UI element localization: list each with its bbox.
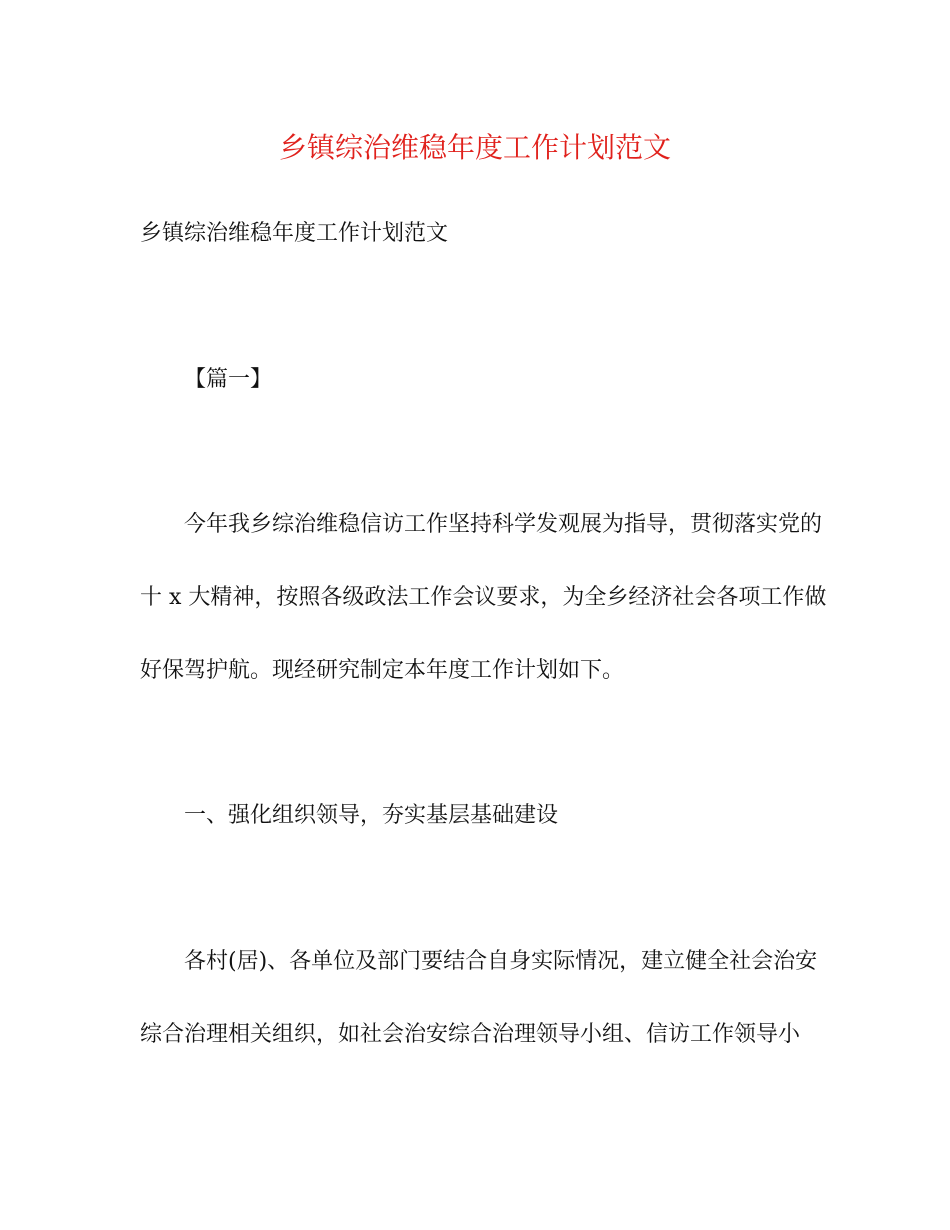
section-heading: 一、强化组织领导，夯实基层基础建设 — [184, 803, 559, 828]
paragraph-line: 今年我乡综治维稳信访工作坚持科学发观展为指导，贯彻落实党的 — [184, 512, 823, 537]
document-title: 乡镇综治维稳年度工作计划范文 — [278, 131, 671, 164]
paragraph-line: 十 x 大精神，按照各级政法工作会议要求，为全乡经济社会各项工作做 — [140, 585, 827, 610]
section-marker: 【篇一】 — [184, 367, 273, 392]
paragraph-line: 好保驾护航。现经研究制定本年度工作计划如下。 — [140, 658, 625, 683]
paragraph-line: 综合治理相关组织，如社会治安综合治理领导小组、信访工作领导小 — [140, 1022, 801, 1047]
document-subtitle: 乡镇综治维稳年度工作计划范文 — [140, 221, 449, 246]
paragraph-line: 各村(居)、各单位及部门要结合自身实际情况，建立健全社会治安 — [184, 949, 818, 974]
